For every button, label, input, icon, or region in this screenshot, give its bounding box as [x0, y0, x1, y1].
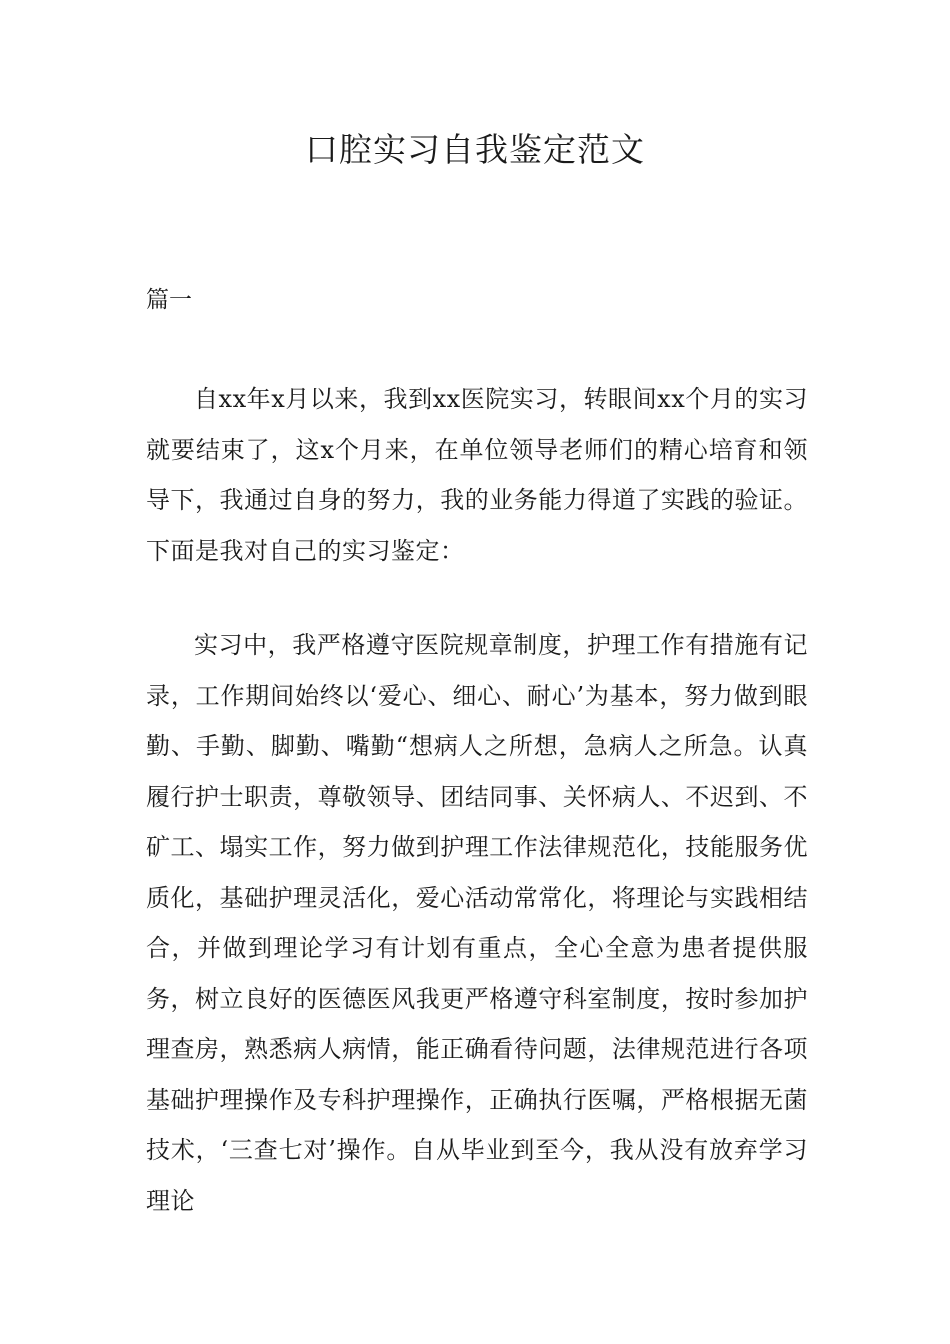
section-label: 篇一: [146, 287, 192, 313]
document-title: 口腔实习自我鉴定范文: [305, 130, 645, 169]
paragraph-1: 自xx年x月以来，我到xx医院实习，转眼间xx个月的实习就要结束了，这x个月来，在单位领导老师们的精心培育和领导下，我通过自身的努力，我的业务能力得道了实践的验证。下面是我对自己的实习鉴定：: [146, 385, 808, 565]
paragraph-2: 实习中，我严格遵守医院规章制度，护理工作有措施有记录，工作期间始终以‘爱心、细心、耐心’为基本，努力做到眼勤、手勤、脚勤、嘴勤“想病人之所想，急病人之所急。认真履行护士职责，尊敬领导、团结同事、关怀病人、不迟到、不矿工、塌实工作，努力做到护理工作法律规范化，技能服务优质化，基础护理灵活化，爱心活动常常化，将理论与实践相结合，并做到理论学习有计划有重点，全心全意为患者提供服务，树立良好的医德医风我更严格遵守科室制度，按时参加护理查房，熟悉病人病情，能正确看待问题，法律规范进行各项基础护理操作及专科护理操作，正确执行医嘱，严格根据无菌技术，‘三查七对’操作。自从毕业到至今，我从没有放弃学习理论: [146, 631, 808, 1215]
